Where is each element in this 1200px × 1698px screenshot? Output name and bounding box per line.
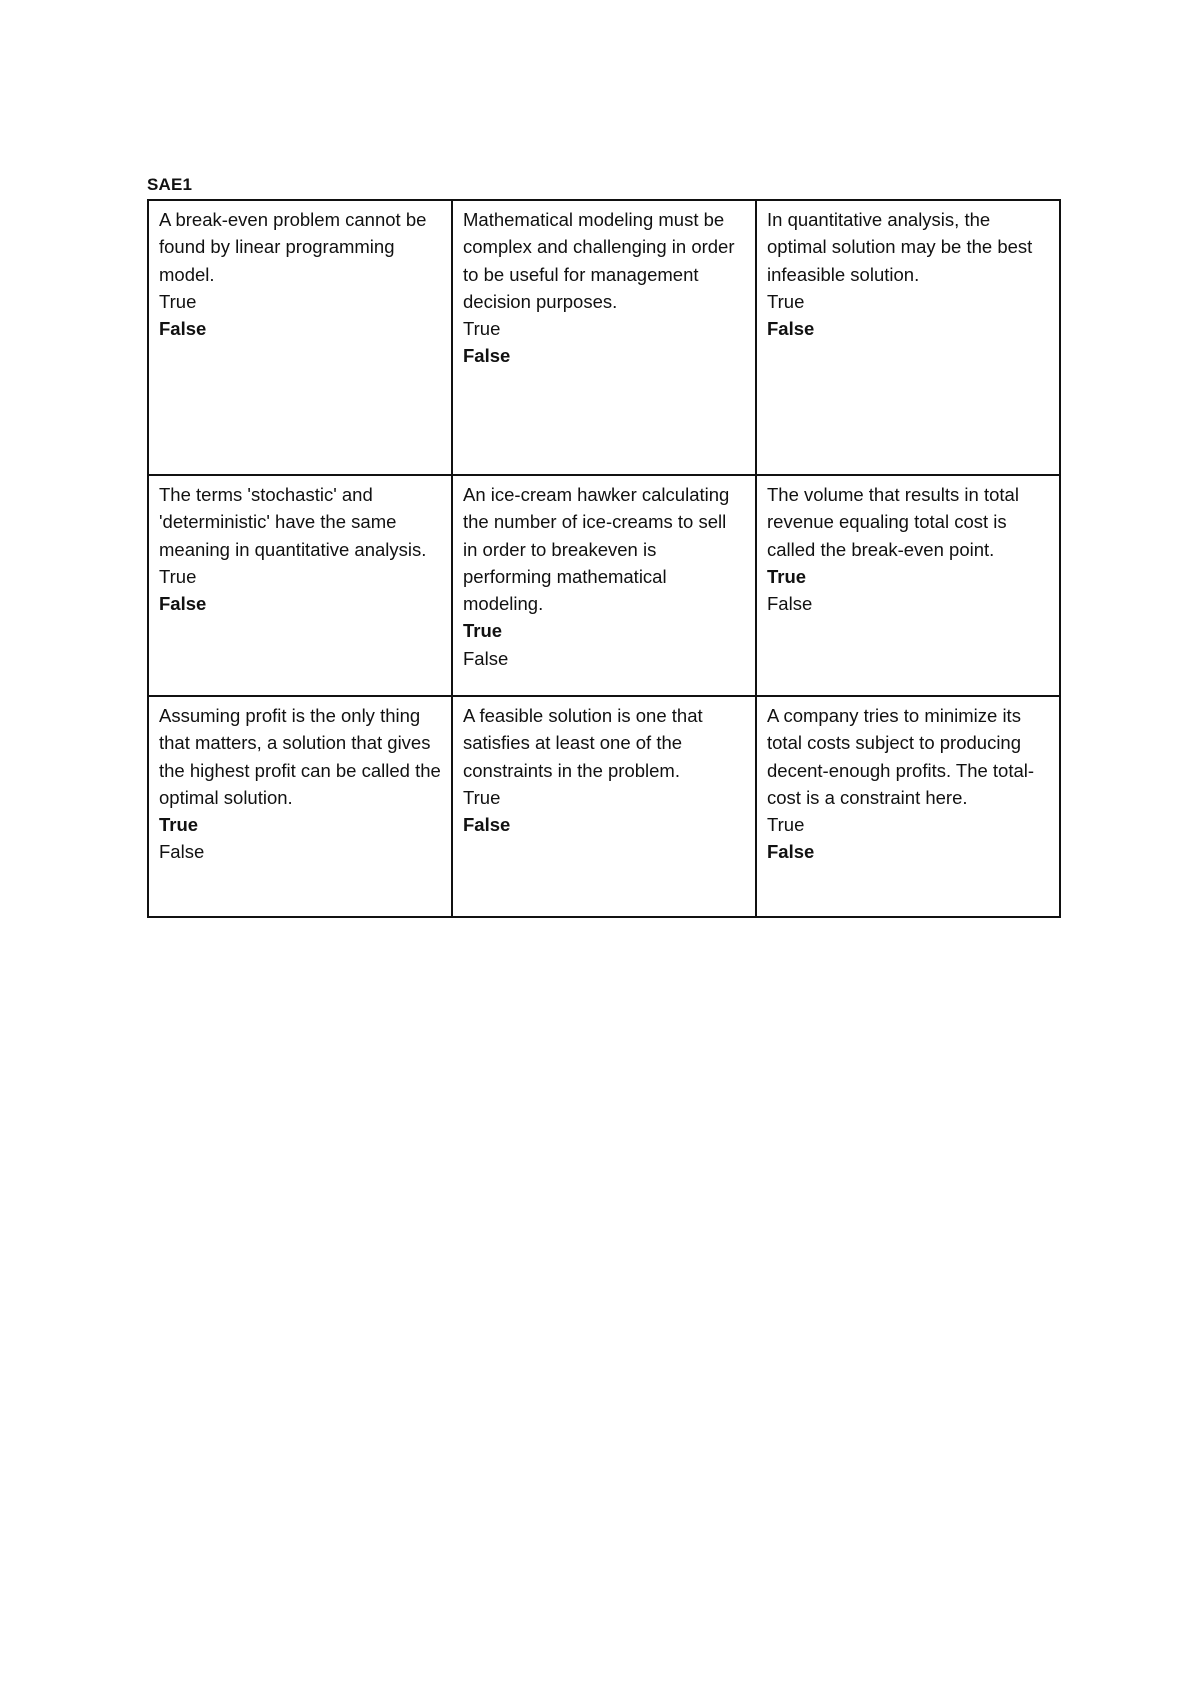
question-cell <box>148 475 452 696</box>
option-true[interactable]: True <box>463 786 501 808</box>
question-cell <box>452 696 756 917</box>
option-true[interactable]: True <box>463 318 501 340</box>
option-false[interactable]: False <box>159 318 207 340</box>
question-text: The terms 'stochastic' and 'deterministic' have the same meaning in quantitative analysis. <box>159 484 427 560</box>
question-cell <box>148 696 452 917</box>
option-false[interactable]: False <box>463 647 509 669</box>
question-cell <box>756 696 1060 917</box>
page-title: SAE1 <box>147 175 193 194</box>
question-text: Assuming profit is the only thing that matters, a solution that gives the highest profit can be called the optimal solution. <box>159 705 441 808</box>
question-text: A break-even problem cannot be found by linear programming model. <box>159 209 427 285</box>
option-true[interactable]: True <box>767 814 805 836</box>
option-false[interactable]: False <box>767 841 815 863</box>
question-text: Mathematical modeling must be complex and challenging in order to be useful for management decision purposes. <box>463 209 735 312</box>
question-text: A company tries to minimize its total costs subject to producing decent-enough profits. The total-cost is a constraint here. <box>767 705 1035 808</box>
question-cell <box>148 200 452 475</box>
option-true[interactable]: True <box>159 814 199 836</box>
question-row <box>148 200 1060 475</box>
question-text: The volume that results in total revenue equaling total cost is called the break-even point. <box>767 484 1019 560</box>
option-true[interactable]: True <box>159 290 197 312</box>
question-cell <box>452 200 756 475</box>
question-cell <box>452 475 756 696</box>
question-grid <box>147 199 1061 918</box>
question-row <box>148 475 1060 696</box>
question-row <box>148 696 1060 917</box>
question-text: An ice-cream hawker calculating the number of ice-creams to sell in order to breakeven is performing mathematical modeling. <box>463 484 730 615</box>
option-true[interactable]: True <box>159 565 197 587</box>
option-false[interactable]: False <box>767 593 813 615</box>
option-true[interactable]: True <box>767 565 807 587</box>
option-false[interactable]: False <box>767 318 815 340</box>
option-false[interactable]: False <box>159 593 207 615</box>
question-text: A feasible solution is one that satisfies at least one of the constraints in the problem. <box>463 705 703 781</box>
question-text: In quantitative analysis, the optimal solution may be the best infeasible solution. <box>767 209 1033 285</box>
option-true[interactable]: True <box>463 620 503 642</box>
option-false[interactable]: False <box>159 841 205 863</box>
option-true[interactable]: True <box>767 290 805 312</box>
question-cell <box>756 475 1060 696</box>
question-cell <box>756 200 1060 475</box>
option-false[interactable]: False <box>463 814 511 836</box>
option-false[interactable]: False <box>463 345 511 367</box>
